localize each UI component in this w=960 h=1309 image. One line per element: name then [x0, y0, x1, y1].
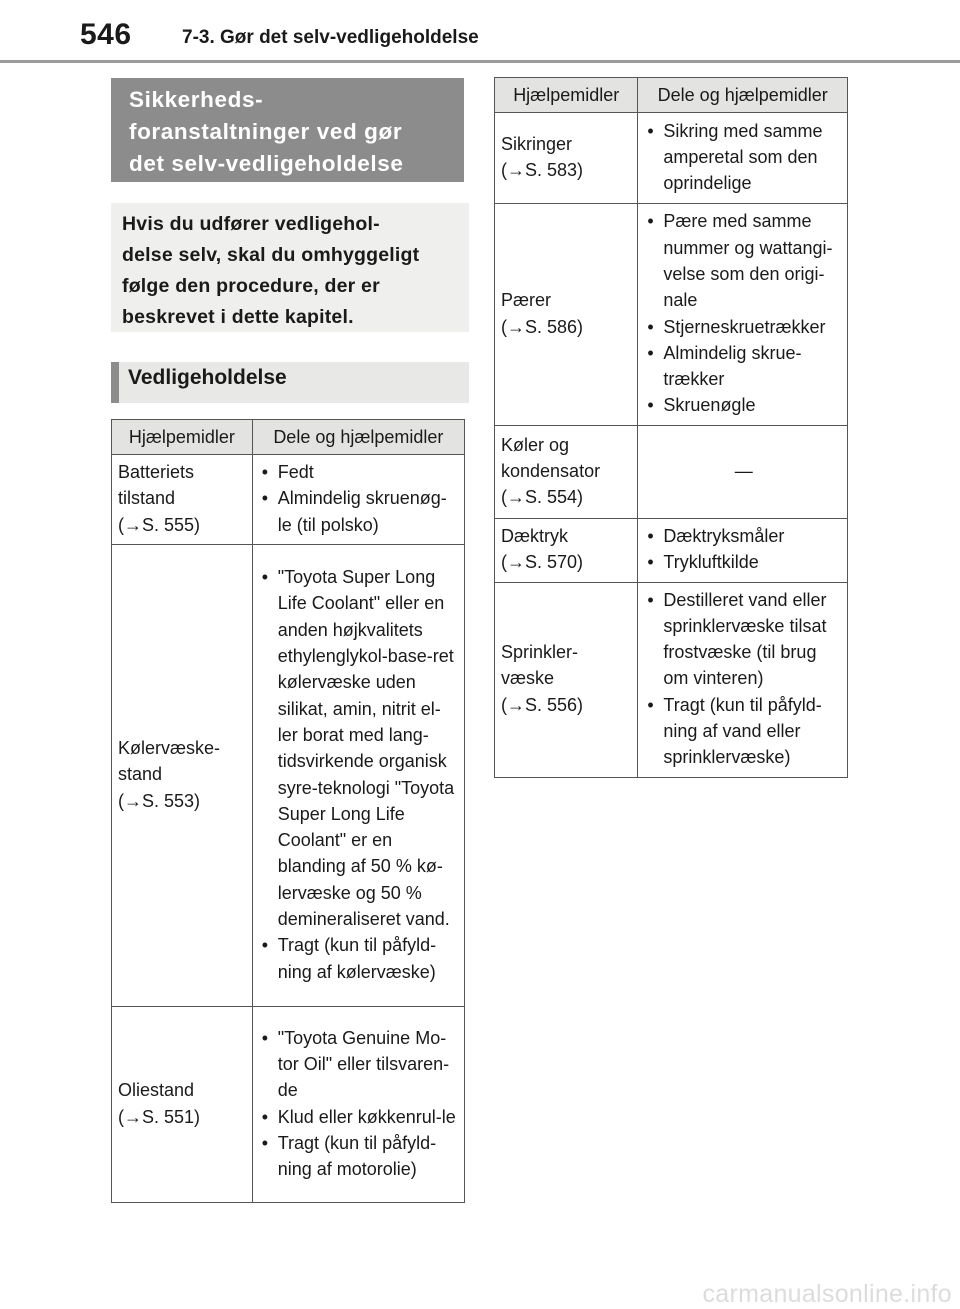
safety-heading-line: foranstaltninger ved gør [129, 119, 403, 144]
tool-list-item: • Dæktryksmåler [644, 523, 843, 549]
watermark: carmanualsonline.info [702, 1280, 952, 1308]
intro-line: beskrevet i dette kapitel. [122, 306, 354, 328]
tools-list [259, 1025, 460, 1183]
column-header-item: Hjælpemidler [495, 78, 638, 113]
tools-cell [638, 519, 848, 583]
tools-cell [252, 1007, 464, 1203]
tool-list-item: • Tragt (kun til påfyld-ning af vand eller sprinklervæske) [644, 692, 843, 771]
table-body [112, 455, 465, 1203]
table-row [495, 426, 848, 519]
tools-cell [252, 455, 464, 545]
table-row [112, 545, 465, 1007]
table-body [495, 113, 848, 778]
tools-cell [638, 582, 848, 777]
tools-cell-empty: — [638, 426, 848, 519]
column-header-tools: Dele og hjælpemidler [252, 420, 464, 455]
table-header-row [495, 78, 848, 113]
tool-list-item: • Almindelig skrue-trækker [644, 340, 843, 393]
column-header-item: Hjælpemidler [112, 420, 253, 455]
tool-list-item: • Destilleret vand eller sprinklervæske tilsat frostvæske (til brug om vinteren) [644, 587, 843, 692]
item-cell: Batteriets tilstand (→S. 555) [112, 455, 253, 545]
tools-list [644, 208, 843, 418]
table-row [495, 113, 848, 204]
table-row [495, 519, 848, 583]
tools-cell [638, 113, 848, 204]
tool-list-item: • Trykluftkilde [644, 549, 843, 575]
page-header [0, 0, 960, 62]
tools-cell [252, 545, 464, 1007]
item-cell: Oliestand (→S. 551) [112, 1007, 253, 1203]
intro-box [111, 203, 469, 332]
safety-heading-line: det selv-vedligeholdelse [129, 151, 404, 176]
maintenance-table-right [494, 77, 848, 778]
tool-list-item: • Pære med samme nummer og wattangi-velse som den origi-nale [644, 208, 843, 313]
tool-list-item: • "Toyota Super Long Life Coolant" eller en anden højkvalitets ethylenglykol-base-ret kølervæske uden silikat, amin, nitrit el-ler borat med lang-tidsvirkende organisk syre-teknologi "Toyota Super Long Life Coolant" er en blanding af 50 % kø-lervæske og 50 % demineraliseret vand. [259, 564, 460, 932]
tool-list-item: • Sikring med samme amperetal som den oprindelige [644, 118, 843, 197]
item-cell: Pærer (→S. 586) [495, 204, 638, 426]
intro-line: Hvis du udfører vedligehol- [122, 213, 380, 235]
tool-list-item: • "Toyota Genuine Mo-tor Oil" eller tilsvaren-de [259, 1025, 460, 1104]
tool-list-item: • Skruenøgle [644, 392, 843, 418]
item-cell: Dæktryk (→S. 570) [495, 519, 638, 583]
table-row [495, 204, 848, 426]
maintenance-heading: Vedligeholdelse [111, 362, 469, 403]
tools-list [644, 523, 843, 576]
table-row [112, 455, 465, 545]
intro-line: følge den procedure, der er [122, 275, 380, 297]
section-title: 7-3. Gør det selv-vedligeholdelse [182, 27, 479, 48]
table-row [495, 582, 848, 777]
tool-list-item: • Klud eller køkkenrul-le [259, 1104, 460, 1130]
tools-list [259, 459, 460, 538]
item-cell: Kølervæske- stand (→S. 553) [112, 545, 253, 1007]
tool-list-item: • Tragt (kun til påfyld-ning af kølervæske) [259, 932, 460, 985]
tool-list-item: • Fedt [259, 459, 460, 485]
tool-list-item: • Tragt (kun til påfyld-ning af motorolie) [259, 1130, 460, 1183]
tool-list-item: • Stjerneskruetrækker [644, 314, 843, 340]
item-cell: Sprinkler- væske (→S. 556) [495, 582, 638, 777]
tool-list-item: • Almindelig skruenøg-le (til polsko) [259, 485, 460, 538]
page-number: 546 [80, 18, 132, 51]
tools-cell [638, 204, 848, 426]
item-cell: Køler og kondensator (→S. 554) [495, 426, 638, 519]
maintenance-table-left [111, 419, 465, 1203]
tools-list [644, 587, 843, 771]
tools-list [644, 118, 843, 197]
intro-line: delse selv, skal du omhyggeligt [122, 244, 420, 266]
header-divider [0, 60, 960, 63]
safety-heading-line: Sikkerheds- [129, 87, 264, 112]
tools-list [259, 564, 460, 985]
safety-heading-box [111, 78, 464, 182]
table-row [112, 1007, 465, 1203]
item-cell: Sikringer (→S. 583) [495, 113, 638, 204]
column-header-tools: Dele og hjælpemidler [638, 78, 848, 113]
table-header-row [112, 420, 465, 455]
